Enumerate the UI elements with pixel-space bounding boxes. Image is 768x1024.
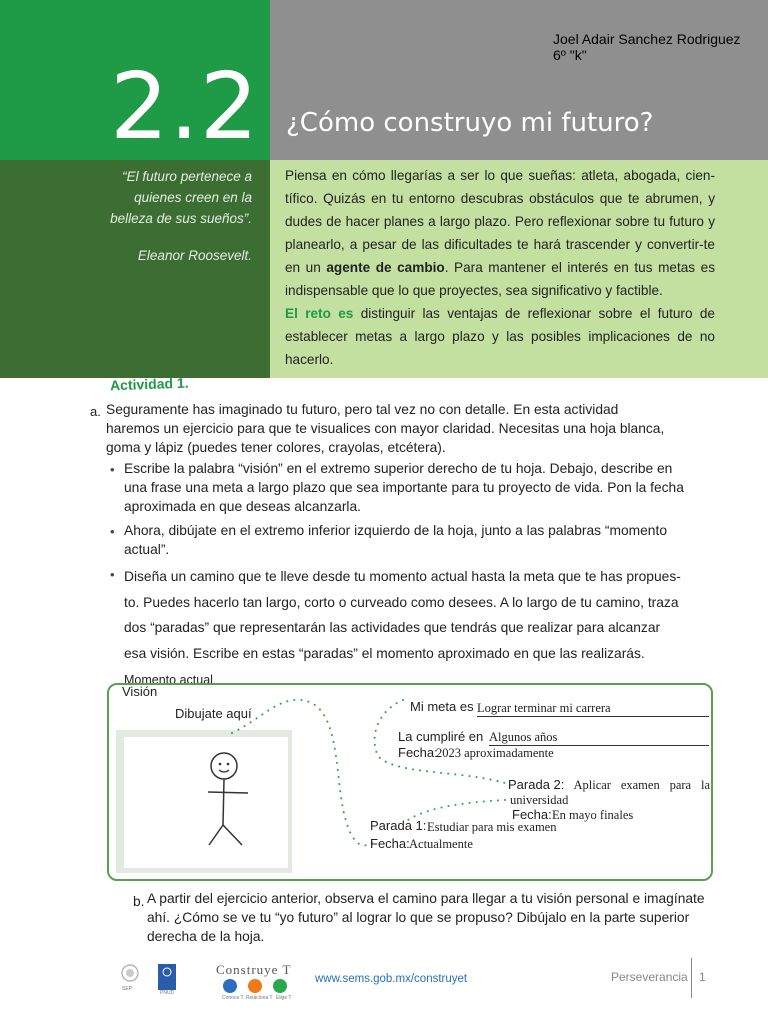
bullet-icon: • (110, 462, 115, 477)
momento-actual-label: Momento actual (124, 673, 213, 687)
student-name: Joel Adair Sanchez Rodriguez (553, 31, 741, 47)
reto-text: distinguir las ventajas de reflexionar sobre el futuro de establecer metas a largo plazo y las posibles implicaciones de no hacerlo. (285, 306, 715, 367)
goal-date-value: 2023 aproximadamente (436, 746, 554, 760)
bullet-item-2: Ahora, dibújate en el extremo inferior izquierdo de la hoja, junto a las palabras “momento actual”. (124, 523, 667, 557)
footer-section: Perseverancia (611, 970, 688, 984)
elige-t-caption: Elige T (276, 995, 292, 1001)
intro-bold-term: agente de cambio (326, 260, 445, 275)
stop-1-value: Estudiar para mis examen (427, 820, 557, 834)
chapter-number: 2.2 (110, 53, 260, 160)
stop-1-date-value: Actualmente (409, 837, 473, 851)
item-b-text: A partir del ejercicio anterior, observa el camino para llegar a tu visión personal e imagínate ahí. ¿Cómo se ve tu “yo futuro” al lograr lo que se propuso? Dibújalo en la parte superior derecha de la hoja. (147, 891, 705, 944)
stop-2-text: Aplicar examen para la universidad (510, 778, 710, 807)
item-a-letter: a. (90, 404, 101, 419)
activity-title: Actividad 1. (109, 374, 189, 394)
achieve-in-label: La cumpliré en (398, 729, 484, 744)
stop-2-label: Parada 2: (508, 777, 565, 792)
draw-here-label: Dibujate aquí (175, 706, 252, 721)
intro-part1: Piensa en cómo llegarías a ser lo que sueñas: atleta, abogada, cien-tífico. Quizás en tu entorno descubras obstáculos que te abrumen, y dudes de hacer planes a largo plazo. Pero reflexionar sobre tu futuro y planearlo, a pesar de las dificultades te hará trascender y convertir-te en un (285, 168, 715, 275)
achieve-in-value: Algunos años (489, 730, 709, 746)
stop-2-value (510, 778, 710, 808)
goal-date-label: Fecha: (398, 745, 438, 760)
vision-label: Visión (122, 684, 158, 699)
stop-1-label: Parada 1: (370, 818, 427, 833)
construye-t-brand: Construye T (216, 962, 292, 977)
bullet-item-1: Escribe la palabra “visión” en el extremo superior derecho de tu hoja. Debajo, describe en una frase una meta a largo plazo que sea importante para tu proyecto de vida. Pon la fecha aproximada en que deseas alcanzarla. (124, 461, 684, 514)
bullet-icon: • (110, 567, 115, 582)
reto-label: El reto es (285, 306, 354, 321)
conoce-t-caption: Conoce T (222, 995, 244, 1001)
stop-2-date-label: Fecha: (512, 807, 552, 822)
pnud-caption: PNUD (160, 990, 175, 996)
goal-value: Lograr terminar mi carrera (477, 701, 709, 717)
chapter-title: ¿Cómo construyo mi futuro? (286, 108, 654, 138)
item-a-text: Seguramente has imaginado tu futuro, pero tal vez no con detalle. En esta actividad haremos un ejercicio para que te visualices con mayor claridad. Necesitas una hoja blanca, goma y lápiz (puedes tener colores, crayolas, etcétera). (106, 402, 665, 455)
footer-logos (118, 962, 180, 1001)
goal-label: Mi meta es (410, 699, 474, 714)
bullet-icon: • (110, 524, 115, 539)
page-number: 1 (699, 970, 706, 984)
quote-text: “El futuro pertenece a quienes creen en la belleza de sus sueños”. (110, 169, 252, 226)
footer-divider (691, 958, 692, 998)
construye-t-icons (222, 978, 298, 996)
student-grade: 6º "k" (553, 47, 587, 63)
stop-1-date-label: Fecha: (370, 836, 410, 851)
bullet-item-3-text: Diseña un camino que te lleve desde tu momento actual hasta la meta que te has propues-to. Puedes hacerlo tan largo, corto o curveado como desees. A lo largo de tu camino, traza dos “paradas” que representarán las actividades que tendrás que realizar para alcanzar esa visión. Escribe en estas “paradas” el momento aproximado en que las realizarás. (124, 569, 681, 661)
stop-2-date-value: En mayo finales (552, 808, 634, 822)
footer-url-link[interactable]: www.sems.gob.mx/construyet (315, 973, 468, 985)
quote-author: Eleanor Roosevelt. (137, 248, 252, 263)
sep-caption: SEP (122, 986, 133, 992)
item-b-letter: b. (133, 894, 145, 909)
intro-part2: . Para mantener el interés en tus metas es indispensable que lo que proyectes, sea significativo y factible. (285, 260, 716, 298)
relaciona-t-caption: Relaciona T (246, 995, 273, 1001)
